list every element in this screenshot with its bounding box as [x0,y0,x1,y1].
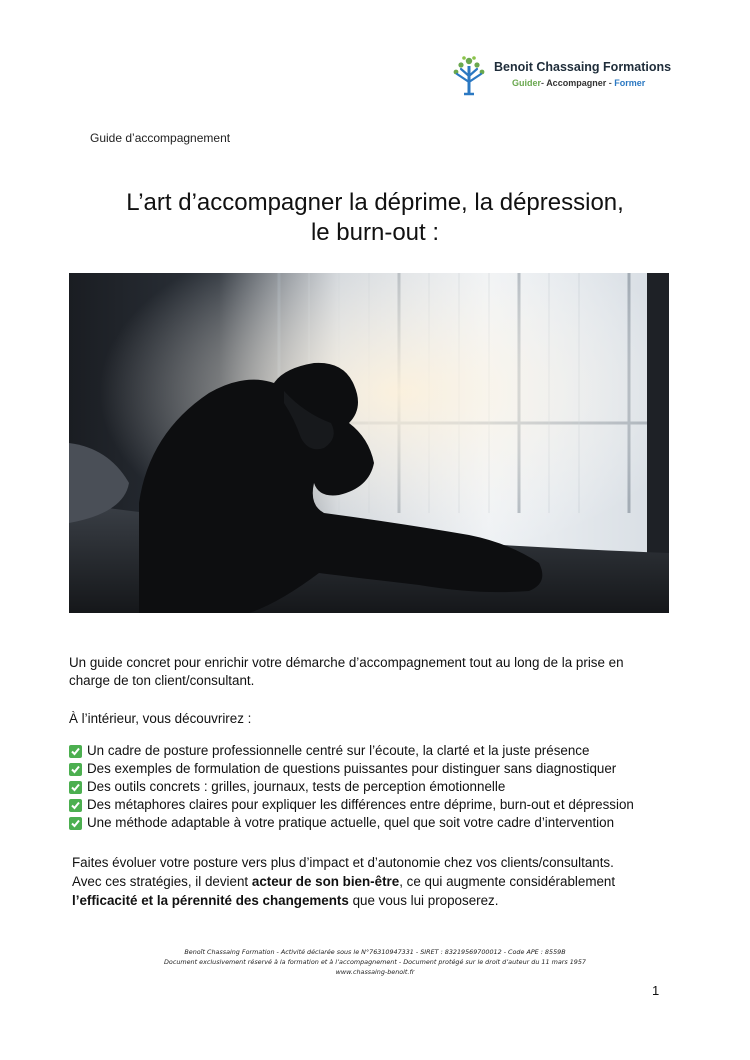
feature-text: Des métaphores claires pour expliquer les différences entre déprime, burn-out et dépression [87,797,634,812]
closing-line-2 [72,872,692,891]
intro-line-1: Un guide concret pour enrichir votre démarche d’accompagnement tout au long de la prise en [69,655,624,670]
distressed-person-image [69,273,669,613]
list-item [69,760,634,778]
closing-emphasis: l’efficacité et la pérennité des changements [72,893,349,908]
cover-photo [69,273,669,613]
logo-company-name: Benoit Chassaing Formations [494,60,672,74]
footer-line-2: Document exclusivement réservé à la formation et à l’accompagnement - Document protégé sur le droit d’auteur du 11 mars 1957 [164,958,586,966]
inside-heading: À l’intérieur, vous découvrirez : [69,711,252,726]
tree-people-icon [452,52,486,96]
tagline-guider: Guider [512,78,542,88]
feature-text: Des exemples de formulation de questions puissantes pour distinguer sans diagnostiquer [87,761,617,776]
tagline-former: Former [614,78,646,88]
checkmark-icon [69,745,82,758]
closing-line-3 [72,891,692,910]
footer-website: www.chassaing-benoit.fr [335,968,415,976]
footer-line-1: Benoît Chassaing Formation - Activité déclarée sous le N°76310947331 - SIRET : 83219569700012 - Code APE : 8559B [184,948,566,956]
closing-line-1: Faites évoluer votre posture vers plus d’impact et d’autonomie chez vos clients/consultants. [72,855,614,870]
page-footer [75,947,675,977]
title-line-1: L’art d’accompagner la déprime, la dépression, [126,189,624,216]
feature-text: Une méthode adaptable à votre pratique actuelle, quel que soit votre cadre d’intervention [87,815,615,830]
list-item [69,778,634,796]
closing-text: , ce qui augmente considérablement [399,874,616,889]
list-item [69,742,634,760]
closing-emphasis: acteur de son bien-être [251,874,400,889]
checkmark-icon [69,799,82,812]
closing-paragraph [72,853,692,910]
checkmark-icon [69,781,82,794]
intro-paragraph [69,654,679,690]
feature-text: Des outils concrets : grilles, journaux, tests de perception émotionnelle [87,779,506,794]
checkmark-icon [69,817,82,830]
page-number: 1 [652,983,660,998]
closing-text: Avec ces stratégies, il devient [72,874,252,889]
features-list [69,742,634,832]
list-item [69,796,634,814]
checkmark-icon [69,763,82,776]
tagline-accompagner: Accompagner [546,78,607,88]
closing-text: que vous lui proposerez. [348,893,499,908]
logo-tagline [512,78,645,88]
company-logo [452,52,682,98]
page-title [60,188,690,248]
feature-text: Un cadre de posture professionnelle centré sur l’écoute, la clarté et la juste présence [87,743,590,758]
title-line-2: le burn-out : [310,219,440,246]
intro-line-2: charge de ton client/consultant. [69,673,255,688]
tagline-separator: - [606,78,615,88]
list-item [69,814,634,832]
tagline-separator: - [541,78,547,88]
document-type-label: Guide d’accompagnement [90,131,231,145]
